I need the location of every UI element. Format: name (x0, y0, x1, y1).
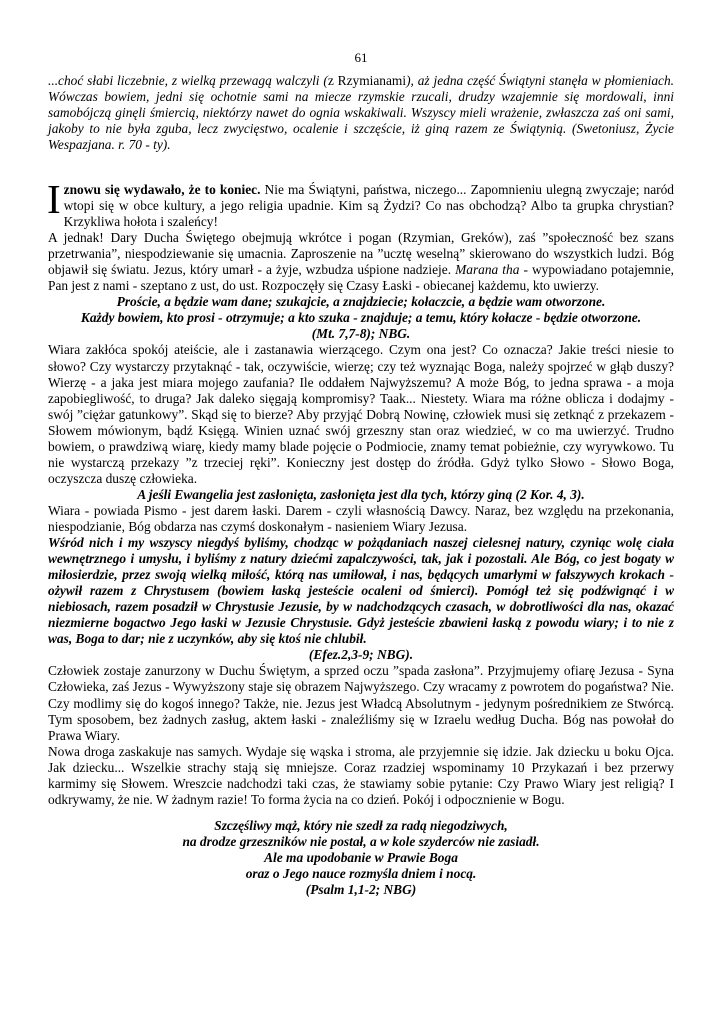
paragraph-text: A jednak! Dary Ducha Świętego obejmują wkrótce i pogan (Rzymian, Greków), zaś ”społeczność bez szans przetrwania”, niespodziewanie się umacnia. Zaproszenie na ”ucztę weselną” skierowano do wszystkich ludzi. Bóg objawił się światu. Jezus, który umarł - a żyje, wzbudza uśpione nadzieje. (48, 230, 674, 278)
quote-part-2: ), aż jedna część Świątyni stanęła w płomieniach. Wówczas bowiem, jedni się ochotnie sami na miecze rzymskie rzucali, drudzy wzajemnie się mordowali, inni samobójczą ginęli śmiercią, niektórzy nawet do ognia wskakiwali. Wszyscy mieli wrażenie, zwłaszcza zaś oni sami, jakoby to nie była zguba, lecz zwycięstwo, ocalenie i szczęście, iż giną razem ze Świątynią. (Swetoniusz, Życie Wespazjana. r. 70 - ty). (48, 73, 674, 153)
intro-text: Nie ma Świątyni, państwa, niczego... Zapomnieniu ulegną zwyczaje; naród wtopi się w obce kultury, a jego religia upadnie. Kim są Żydzi? Co nas obchodzą? Albo ta grupka chrystian? Krzykliwa hołota i szaleńcy! (63, 182, 674, 230)
paragraph-tail: - wypowiadano potajemnie, Pan jest z nami - szeptano z ust, do ust. Rozpoczęły się Czasy Łaski - obiecanej każdemu, kto uwierzy. (48, 262, 674, 294)
paragraph-zanurzony: Człowiek zostaje zanurzony w Duchu Świętym, a sprzed oczu ”spada zasłona”. Przyjmujemy ofiarę Jezusa - Syna Człowieka, zaś Jezus - Wywyższony staje się obrazem Najwyższego. Czy wracamy z powrotem do pogaństwa? Nie. Czy modlimy się do kogoś innego? Także, nie. Jezus jest Władcą Absolutnym - jedynym pośrednikiem ze Stwórcą. Tym sposobem, bez żadnych zasług, aktem łaski - znaleźliśmy się w Izraelu według Ducha. Bóg nas powołał do Prawa Wiary. (48, 663, 674, 743)
psalm-reference: (Psalm 1,1-2; NBG) (305, 882, 417, 898)
marana-tha: Marana tha (455, 262, 520, 278)
page-number: 61 (354, 50, 368, 65)
paragraph-nowa-droga: Nowa droga zaskakuje nas samych. Wydaje się wąska i stroma, ale przyjemnie się idzie. Jak dziecku u boku Ojca. Jak dziecku... Wszelkie strachy stają się mniejsze. Coraz rzadziej wspominamy 10 Przykazań i bez przerwy karmimy się Słowem. Wreszcie nadchodzi taki czas, że stawiamy sobie pytanie: Czy Prawo Wiary jest religią? I odkrywamy, że nie. W żadnym razie! To forma życia na co dzień. Pokój i odpocznienie w Bogu. (48, 743, 674, 807)
main-text (47, 176, 674, 898)
psalm-line-1: Szczęśliwy mąż, który nie szedł za radą niegodziwych, (214, 817, 508, 833)
verse-mt-line-1: Proście, a będzie wam dane; szukajcie, a znajdziecie; kołaczcie, a będzie wam otworzone. (116, 294, 606, 310)
psalm-line-2: na drodze grzeszników nie postał, a w kole szyderców nie zasiadł. (182, 833, 540, 849)
paragraph-wiara: Wiara zakłóca spokój ateiście, ale i zastanawia wierzącego. Czym ona jest? Co oznacza? Jakie treści niesie to słowo? Czy wystarczy przytaknąć - tak, oczywiście, wierzę; czy też wyznając Boga, należy spojrzeć w głąb duszy? Wierzę - a jaka jest miara mojego zaufania? Ile oddałem Najwyższemu? A może Bóg, to jedna sprawa - a moja zapobiegliwość, to druga? Jak daleko sięgają kompromisy? Taak... Niestety. Wiara ma różne oblicza i dodajmy - swój ”ciężar gatunkowy”. Skąd się to bierze? Aby przyjąć Dobrą Nowinę, człowiek musi się zetknąć z przekazem - Słowem mówionym, bądź Księgą. Winien uznać swój grzeszny stan oraz wiedzieć, w co ma uwierzyć. Trudno bowiem, o prawdziwą wiarę, kiedy mamy blade pojęcie o Podmiocie, znamy temat pobieżnie, czy wyrywkowo. Tu nie wystarczą przekazy ”z trzeciej ręki”. Konieczny jest dostęp do źródła. Gdyż tylko Słowo - Słowo Boga, oczyszcza duszę człowieka. (48, 342, 674, 486)
paragraph-dary (48, 230, 674, 294)
verse-efez: Wśród nich i my wszyscy niegdyś byliśmy, chodząc w pożądaniach naszej cielesnej natury, czyniąc wolę ciała wewnętrznego i umysłu, i byliśmy z natury dziećmi zapalczywości, tak, jak i pozostali. Ale Bóg, co jest bogaty w miłosierdzie, przez swoją wielką miłość, którą nas umiłował, i nas, będących umarłymi w fałszywych krokach - ożywił razem z Chrystusem (bowiem łaską jesteście ocaleni od śmierci). Pomógł też się podźwignąć i w niebiosach, razem posadził w Chrystusie Jezusie, by w nadchodzących czasach, w dobrotliwości dla nas, okazać niezmierne bogactwo Jego łaski w Jezusie Chrystusie. Gdyż jesteście zbawieni łaską z powodu wiary; i to nie z was, Boga to dar; nie z uczynków, aby się ktoś nie chlubił. (48, 535, 674, 647)
verse-mt-line-2: Każdy bowiem, kto prosi - otrzymuje; a kto szuka - znajduje; a temu, który kołacze - będzie otworzone. (80, 310, 642, 326)
section-intro-paragraph (47, 176, 674, 230)
quote-part-1: ...choć słabi liczebnie, z wielką przewagą walczyli ( (48, 73, 328, 88)
quote-upright: z Rzymianami (327, 73, 407, 88)
paragraph-dar-laski: Wiara - powiada Pismo - jest darem łaski. Darem - czyli własnością Dawcy. Naraz, bez względu na przekonania, niespodzianie, Bóg obdarza nas czymś doskonałym - nasieniem Wiary Jezusa. (48, 502, 674, 534)
psalm-line-3: Ale ma upodobanie w Prawie Boga (264, 849, 458, 865)
verse-mt-reference: (Mt. 7,7-8); NBG. (311, 326, 411, 342)
verse-efez-reference: (Efez.2,3-9; NBG). (308, 647, 414, 663)
verse-2kor: A jeśli Ewangelia jest zasłonięta, zasłonięta jest dla tych, którzy giną (2 Kor. 4, 3). (137, 486, 585, 502)
opening-quote (48, 73, 674, 153)
lead-sentence: znowu się wydawało, że to koniec. (63, 182, 261, 197)
drop-cap: I (47, 176, 61, 222)
psalm-line-4: oraz o Jego nauce rozmyśla dniem i nocą. (245, 865, 477, 881)
